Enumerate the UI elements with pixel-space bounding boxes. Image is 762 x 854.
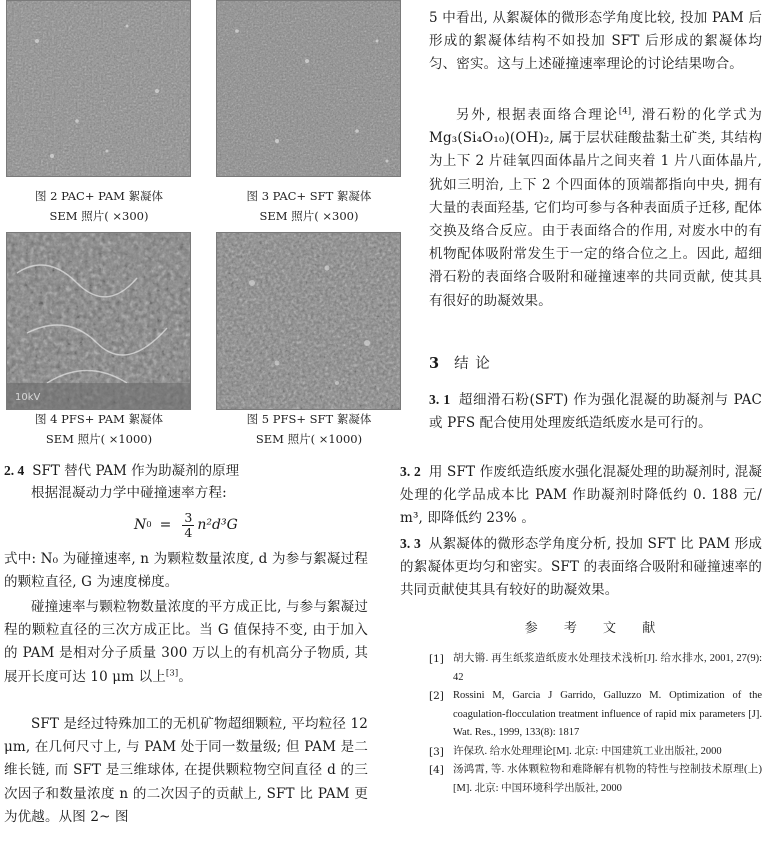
formula-rhs: n²d³G (197, 517, 238, 533)
figure-4-caption-line1: 图 4 PFS+ PAM 絮凝体 (35, 412, 163, 426)
formula-frac-num: 3 (184, 509, 193, 525)
reference-text: 汤鸿霄, 等. 水体颗粒物和难降解有机物的特性与控制技术原理(上)[M]. 北京: 中国环境科学出版社, 2000 (453, 764, 762, 794)
figure-4-scale-label: 10kV (15, 392, 41, 403)
formula-lhs: N (134, 517, 147, 533)
collision-paragraph-end: 。 (178, 668, 193, 685)
formula-fraction (182, 511, 194, 540)
reference-number: [1] (429, 653, 444, 665)
conclusion-3-1-number: 3. 1 (429, 392, 451, 407)
reference-item (429, 650, 762, 687)
formula-equals: = (159, 517, 172, 533)
section-2-4-intro: 根据混凝动力学中碰撞速率方程: (31, 485, 227, 501)
figure-4-caption (4, 409, 194, 449)
surface-paragraph-rest: , 滑石粉的化学式为 Mg₃(Si₄O₁₀)(OH)₂, 属于层状硅酸盐黏土矿类, 其结构为上下 2 片硅氧四面体晶片之间夹着 1 片八面体晶片, 犹如三明治, 上下 2 个四面体的顶端都指向中央, 拥有大量的表面羟基, 它们均可参与各种表面质子迁移, 配体交换及络合反应。由于表面络合的作用, 对废水中的有机物配体吸附常发生于一定的络合位之上。因此, 超细滑石粉的表面络合吸附和碰撞速率的共同贡献, 使其具有很好的助凝效果。 (429, 107, 762, 309)
reference-text: 许保玖. 给水处理理论[M]. 北京: 中国建筑工业出版社, 2000 (453, 745, 722, 757)
surface-complexation-paragraph (429, 104, 762, 313)
reference-number: [4] (429, 764, 444, 776)
conclusion-3-2-number: 3. 2 (400, 464, 421, 479)
reference-item (429, 687, 762, 743)
reference-text: 胡大锵. 再生纸浆造纸废水处理技术浅析[J]. 给水排水, 2001, 27(9): 42 (453, 653, 762, 683)
figure-4-image (6, 232, 191, 410)
reference-item (429, 743, 762, 762)
conclusion-3-1-text: 超细滑石粉(SFT) 作为强化混凝的助凝剂与 PAC 或 PFS 配合使用处理废纸造纸废水是可行的。 (429, 392, 762, 432)
continued-paragraph: 5 中看出, 从絮凝体的微形态学角度比较, 投加 PAM 后形成的絮凝体结构不如投加 SFT 后形成的絮凝体均匀、密实。这与上述碰撞速率理论的讨论结果吻合。 (429, 10, 762, 73)
citation-3: [3] (165, 668, 179, 679)
conclusion-3-1 (429, 388, 762, 435)
reference-text: Rossini M, Garcia J Garrido, Galluzzo M. Optimization of the coagulation-flocculation treatment influence of rapid mix parameters [J]. Wat. Res., 1999, 133(8): 1817 (453, 690, 762, 738)
conclusion-3-2-text: 用 SFT 作废纸造纸废水强化混凝处理的助凝剂时, 混凝处理的化学品成本比 PAM 作助凝剂时降低约 0. 188 元/ m³, 即降低约 23% 。 (400, 464, 762, 527)
right-column (400, 0, 762, 854)
figure-3-caption (214, 186, 404, 226)
surface-paragraph-start: 另外, 根据表面络合理论 (456, 107, 619, 123)
left-column (4, 0, 372, 854)
figure-2-caption (4, 186, 194, 226)
section-2-4-title: SFT 替代 PAM 作为助凝剂的原理 (32, 463, 240, 479)
figure-4-caption-line2: SEM 照片( ×1000) (45, 432, 153, 446)
figure-2-caption-line2: SEM 照片( ×300) (49, 209, 149, 223)
section-3-number: 3 (429, 355, 441, 372)
conclusion-3-3-text: 从絮凝体的微形态学角度分析, 投加 SFT 比 PAM 形成的絮凝体更均匀和密实。SFT 的表面络合吸附和碰撞速率的共同贡献使其具有较好的助凝效果。 (400, 536, 762, 599)
figure-2-caption-line1: 图 2 PAC+ PAM 絮凝体 (34, 189, 164, 203)
figure-5-caption-line1: 图 5 PFS+ SFT 絮凝体 (246, 412, 372, 426)
conclusion-3-2 (400, 460, 762, 531)
collision-rate-formula: N 0 = $\frac{3}{4}$ n²d³G (134, 509, 238, 540)
section-3-title: 结 论 (454, 356, 491, 372)
section-2-4-variables: 式中: N₀ 为碰撞速率, n 为颗粒数量浓度, d 为参与絮凝过程的颗粒直径, G 为速度梯度。 (4, 551, 368, 591)
figure-3-caption-line2: SEM 照片( ×300) (259, 209, 359, 223)
section-2-4-heading (4, 459, 239, 483)
section-2-4-number: 2. 4 (4, 463, 25, 478)
formula-frac-den: 4 (184, 524, 193, 540)
conclusion-3-3 (400, 532, 762, 603)
figure-3-caption-line1: 图 3 PAC+ SFT 絮凝体 (246, 189, 372, 203)
section-2-4-sft-paragraph: SFT 是经过特殊加工的无机矿物超细颗粒, 平均粒径 12 μm, 在几何尺寸上, 与 PAM 处于同一数量级; 但 PAM 是二维长链, 而 SFT 是三维球体, 在提供颗粒物空间直径 d 的三次因子和数量浓度 n 的二次因子的贡献上, SFT 比 PAM 更为优越。从图 2~ 图 (4, 716, 368, 825)
figure-5-caption-line2: SEM 照片( ×1000) (255, 432, 363, 446)
reference-item (429, 761, 762, 798)
citation-4: [4] (618, 106, 632, 117)
references-list (429, 650, 762, 798)
figure-2-image (6, 0, 191, 177)
reference-number: [3] (429, 745, 444, 758)
references-title: 参 考 文 献 (524, 621, 667, 636)
conclusion-3-3-number: 3. 3 (400, 536, 421, 551)
figure-5-image (216, 232, 401, 410)
reference-number: [2] (429, 690, 444, 702)
collision-paragraph-text: 碰撞速率与颗粒物数量浓度的平方成正比, 与参与絮凝过程的颗粒直径的三次方成正比。当 G 值保持不变, 由于加入的 PAM 是相对分子质量 300 万以上的有机高分子物质, 其展开长度可达 10 μm 以上 (4, 599, 368, 685)
figure-3-image (216, 0, 401, 177)
section-3-heading (429, 352, 491, 373)
figure-5-caption (214, 409, 404, 449)
section-2-4-collision-paragraph (4, 596, 368, 689)
